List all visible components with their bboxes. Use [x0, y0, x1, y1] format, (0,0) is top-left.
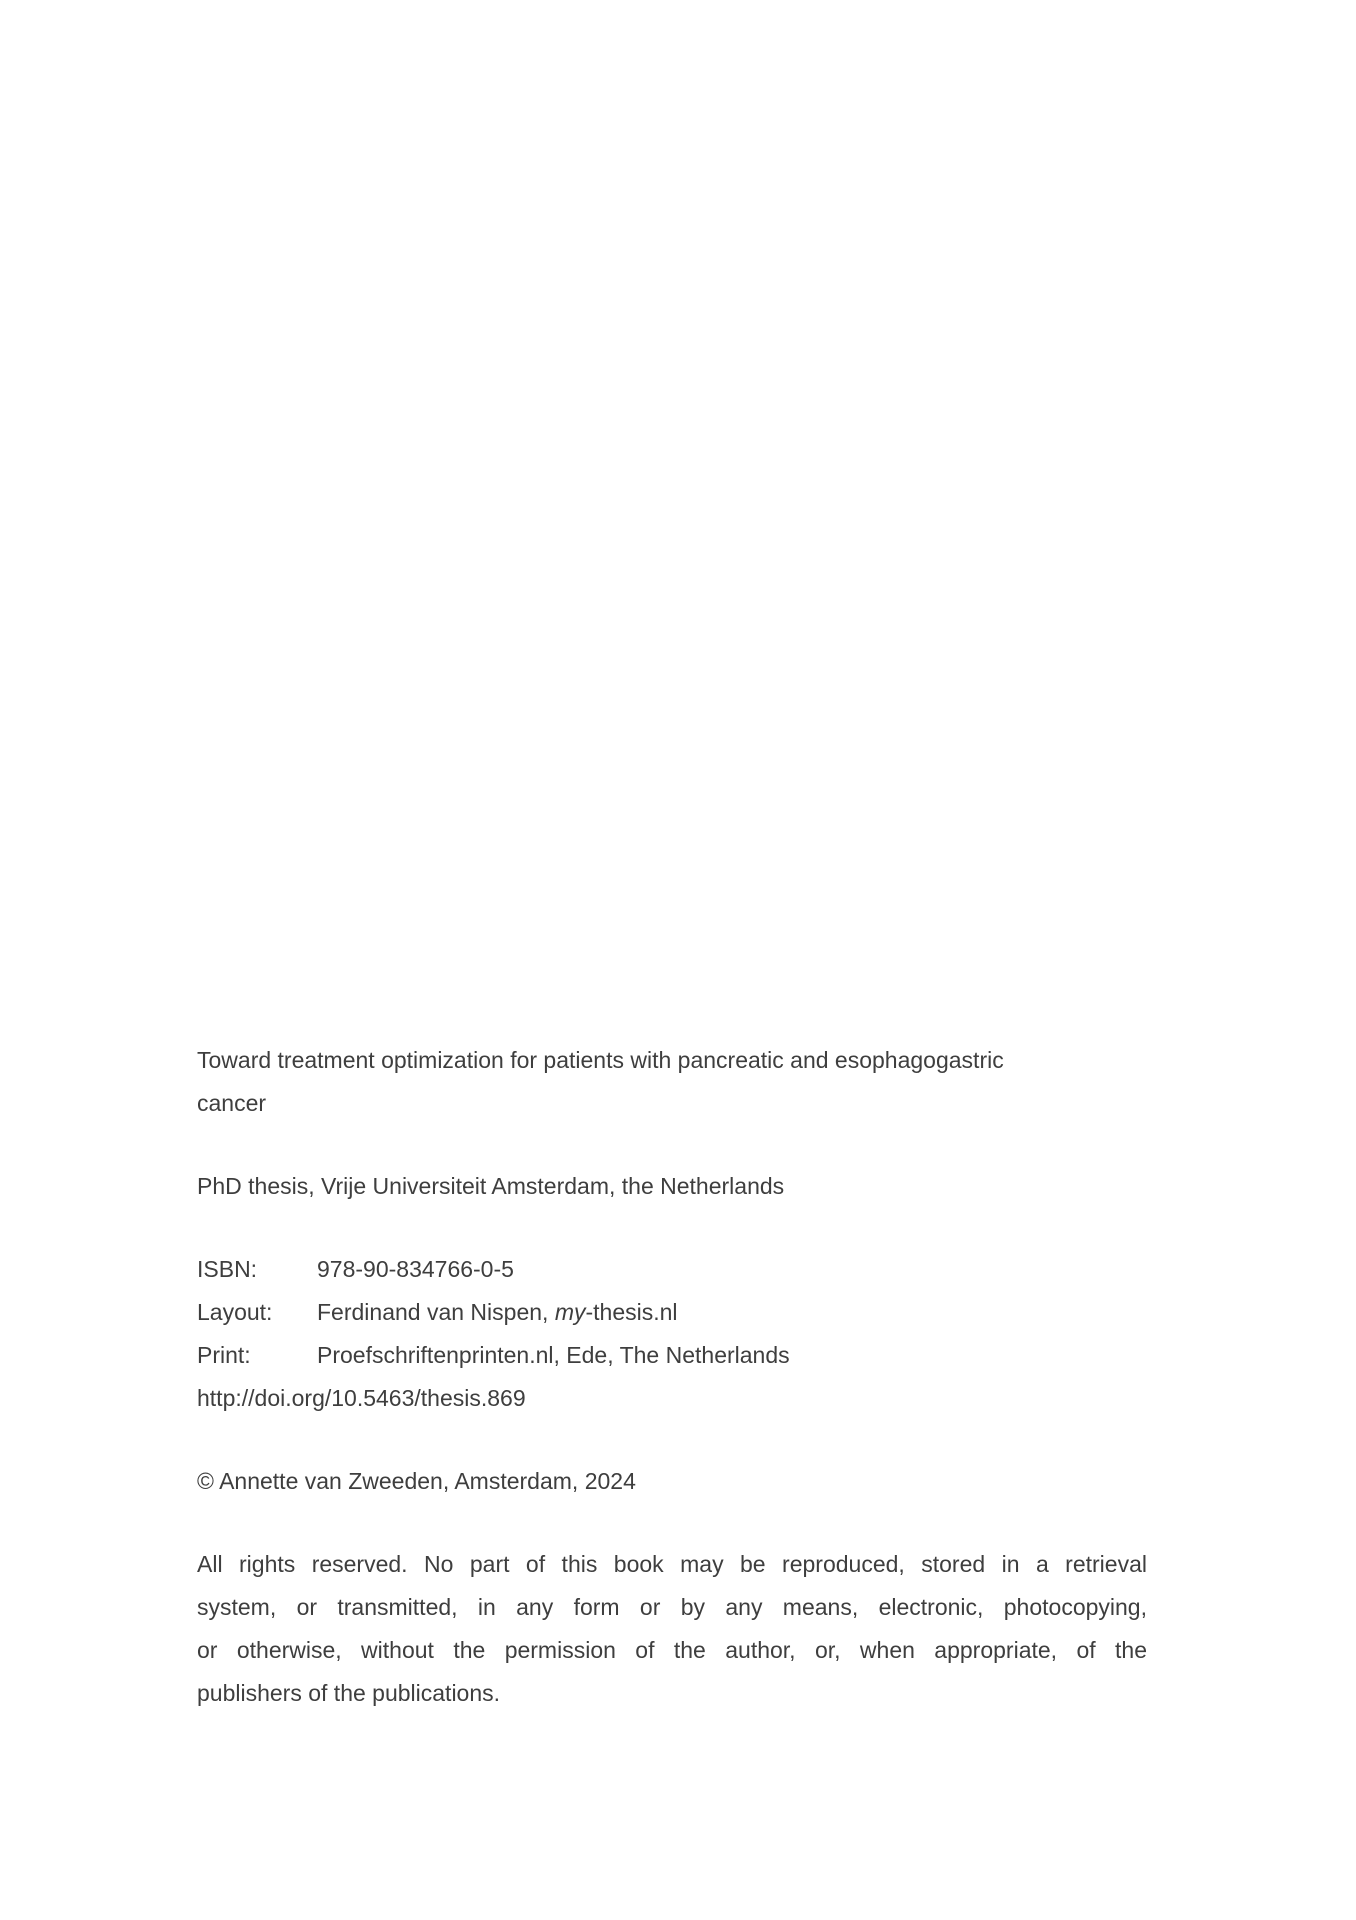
rights-line-4: publishers of the publications.: [197, 1680, 501, 1706]
rights-line-1: All rights reserved. No part of this book may be reproduced, stored in a retrieval: [197, 1551, 1147, 1577]
layout-value-italic: my: [554, 1299, 586, 1325]
detail-row-layout: [197, 1291, 1147, 1334]
thesis-title-line-1: Toward treatment optimization for patients with pancreatic and esophagogastric: [197, 1047, 1004, 1073]
thesis-title-line-2: cancer: [197, 1090, 267, 1116]
detail-row-print: [197, 1334, 1147, 1377]
colophon-details: [197, 1248, 1147, 1420]
rights-line-3: or otherwise, without the permission of the author, or, when appropriate, of the: [197, 1637, 1147, 1663]
copyright-line: [197, 1460, 1147, 1503]
thesis-subtitle: [197, 1165, 1147, 1208]
isbn-label: ISBN:: [197, 1256, 258, 1282]
doi-url: http://doi.org/10.5463/thesis.869: [197, 1385, 526, 1411]
layout-value: [317, 1291, 1147, 1334]
layout-value-prefix: Ferdinand van Nispen,: [317, 1299, 555, 1325]
layout-label: Layout:: [197, 1299, 273, 1325]
isbn-value: 978-90-834766-0-5: [317, 1256, 514, 1282]
rights-paragraph: [197, 1543, 1147, 1715]
thesis-subtitle-text: PhD thesis, Vrije Universiteit Amsterdam, the Netherlands: [197, 1173, 785, 1199]
thesis-title: [197, 1039, 1147, 1125]
copyright-text: © Annette van Zweeden, Amsterdam, 2024: [197, 1468, 636, 1494]
rights-line-2: system, or transmitted, in any form or by any means, electronic, photocopying,: [197, 1594, 1147, 1620]
layout-value-suffix: -thesis.nl: [585, 1299, 678, 1325]
print-label: Print:: [197, 1342, 251, 1368]
detail-row-isbn: [197, 1248, 1147, 1291]
print-value: Proefschriftenprinten.nl, Ede, The Netherlands: [317, 1342, 790, 1368]
colophon-text-block: [197, 1039, 1147, 1715]
